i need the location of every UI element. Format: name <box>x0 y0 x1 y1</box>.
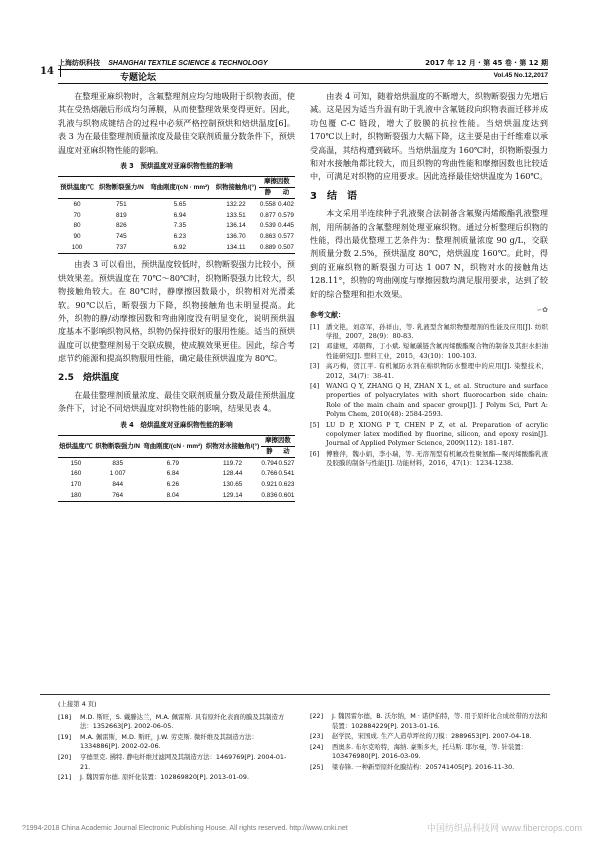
table-cell: 751 <box>115 200 127 208</box>
journal-title <box>58 58 268 68</box>
reference-number: [23] <box>310 732 324 741</box>
reference-number: [3] <box>310 362 320 371</box>
reference-number: [4] <box>310 381 320 390</box>
journal-title-en: SHANGHAI TEXTILE SCIENCE & TECHNOLOGY <box>108 60 268 67</box>
section-label: 专题论坛 <box>120 73 157 83</box>
volume-label: Vol.45 No.12,2017 <box>493 72 548 79</box>
table-cell: 5.65 <box>173 200 187 208</box>
body-paragraph: 由表 3 可以看出，预烘温度较低时，织物断裂强力比较小，预烘效果差。预烘温度在 70℃～80℃时，织物断裂强力比较大，织物接触角较大。在 80℃时，静摩擦因数最小，织物相对光滑柔软。90℃以后，断裂强力下降，织物接触角也未明显提高。此外，织物的静/动摩擦因数和弯曲刚度没有明显变化，说明预烘温度基本不影响织物风格，织物仍保持很好的服用性能。适当的预烘温度可以使整理剂易于交联成膜，使成膜效果更佳。因此，综合考虑节约能源和提高织物服用性能，确定最佳预烘温度为 80℃。 <box>58 259 295 364</box>
reference-item <box>58 733 288 752</box>
table-cell: 119.72 <box>223 459 243 467</box>
reference-item <box>310 743 548 762</box>
reference-text: 赵学民，宋国成. 生产人造草坪丝的刀模：2889653[P]. 2007-04-18. <box>332 732 532 741</box>
table-cell: 8.04 <box>141 491 204 502</box>
col-header-temp: 预烘温度/℃ <box>58 177 96 199</box>
table-cell: 0.558 <box>259 200 276 208</box>
table-cell: 130.65 <box>222 481 243 489</box>
table-row <box>58 469 295 480</box>
table-cell: 6.94 <box>173 211 187 219</box>
table-cell: 6.92 <box>147 243 214 254</box>
reference-text: M.A. 佩雷斯，M.D. 斯旺，J.W. 劳克斯. 微纤维及其制造方法：1334886[P]. 2002-02-06. <box>80 732 258 751</box>
table-cell: 80 <box>73 222 81 230</box>
continued-ref-list-left <box>58 713 288 783</box>
table-cell: 0.445 <box>277 222 294 230</box>
table-row <box>58 221 295 232</box>
table-row <box>58 243 295 254</box>
table-cell: 180 <box>58 491 94 502</box>
body-paragraph: 本文采用半连续种子乳液聚合法制备含氟聚丙烯酸酯乳液整理剂，用所制备的含氟整理剂处理亚麻织物。通过分析整理后织物的性能，得出最优整理工艺条件为：整理剂质量浓度 90 g/L，交联剂质量分数 2.5%，预烘温度 80℃，焙烘温度 160℃。此时，得到的亚麻织物的断裂强力可达 1 007 N，织物对水的接触角达 128.11°，织物的弯曲刚度与摩擦因数均满足服用要求，达到了较好的综合整理和拒水效果。 <box>310 208 548 299</box>
table-cell: 160 <box>70 470 82 478</box>
reference-number: [21] <box>58 773 72 782</box>
reference-item <box>310 342 548 361</box>
table-cell: 1 007 <box>109 470 126 478</box>
table-cell: 7.35 <box>173 222 187 230</box>
table-cell: 136.70 <box>226 233 246 241</box>
table-cell: 90 <box>73 233 81 241</box>
table-cell: 764 <box>94 491 142 502</box>
body-paragraph: 由表 4 可知，随着焙烘温度的不断增大，织物断裂强力先增后减。这是因为适当升温有助于乳液中含氟链段向织物表面迁移并成功包覆 C-C 链段，增大了胶膜的抗拉性能。当焙烘温度达到 170℃以上时，织物断裂强力大幅下降，这主要是由于纤维难以承受高温，其结构遭到破坏。当焙烘温度为 160℃时，织物断裂强力和对水接触角都比较大，而且织物的弯曲性能和摩擦因数也比较适中，可满足对织物的应用要求。因此选择最佳焙烘温度为 160℃。 <box>310 91 548 182</box>
right-column <box>310 90 548 470</box>
page-number: 14 <box>40 66 61 77</box>
table-cell: 133.51 <box>226 211 246 219</box>
end-mark-icon: ∽✿ <box>536 306 548 315</box>
reference-list <box>310 323 548 469</box>
reference-number: [19] <box>58 732 72 741</box>
table-cell: 737 <box>96 243 146 254</box>
reference-text: 西奥多. 布尔克哈特，海纳. 豪斯多夫，托马斯. 耶尔曼，等. 针装置：103476980[P]. 2016-03-09. <box>332 742 528 761</box>
reference-number: [22] <box>310 712 324 720</box>
issue-info: 2017 年 12 月 · 第 45 卷 · 第 12 期 <box>425 59 548 67</box>
table-cell: 819 <box>115 211 127 219</box>
page-footer <box>22 825 582 832</box>
watermark: 中国纺织品科技网 www.fibercrops.com <box>426 823 582 833</box>
table-cell: 0.623 <box>278 481 295 489</box>
col-header-dynamic: 动 <box>278 447 295 458</box>
separator-rule <box>40 694 550 695</box>
reference-item <box>310 323 548 342</box>
table-4 <box>58 435 295 502</box>
header-rule-2 <box>58 83 548 84</box>
table-row <box>58 232 295 243</box>
table-cell: 0.863 <box>259 233 276 241</box>
col-header-friction: 摩擦因数 <box>259 177 295 188</box>
table-cell: 170 <box>70 481 82 489</box>
reference-item <box>310 450 548 469</box>
table-cell: 60 <box>73 200 81 208</box>
table-cell: 0.794 <box>261 459 278 467</box>
table-cell: 0.921 <box>261 481 278 489</box>
table-3 <box>58 176 295 254</box>
reference-item <box>58 713 288 732</box>
table-cell: 0.766 <box>261 470 278 478</box>
reference-number: [25] <box>310 762 324 771</box>
reference-item <box>310 421 548 449</box>
reference-number: [6] <box>310 449 320 458</box>
table-cell: 100 <box>58 243 96 254</box>
table-3-caption: 表 3 预烘温度对亚麻织物性能的影响 <box>120 162 233 171</box>
col-header-temp: 焙烘温度/℃ <box>58 436 94 458</box>
body-paragraph: 在整理亚麻织物时，含氟整理剂应均匀地吸附于织物表面，使其在受热熔融后形成均匀薄膜，从而使整理效果变得更好。因此，乳液与织物成键结合的过程中必须严格控制预烘和焙烘温度[6]。表 3 为在最佳整理剂质量浓度及最佳交联剂质量分数条件下，预烘温度对亚麻织物性能的影响。 <box>58 91 295 155</box>
table-cell: 745 <box>115 233 127 241</box>
table-cell: 134.11 <box>213 243 259 254</box>
table-row <box>58 210 295 221</box>
reference-number: [5] <box>310 420 320 429</box>
col-header-bend: 弯曲刚度/(cN · mm²) <box>147 177 214 199</box>
table-cell: 6.84 <box>166 470 180 478</box>
references <box>310 311 548 469</box>
continued-label: (上接第 4 页) <box>58 700 97 708</box>
table-cell: 0.507 <box>277 243 295 254</box>
col-header-angle: 织物对水接触角/(°) <box>204 436 261 458</box>
left-column <box>58 90 295 502</box>
section-heading-2-5: 2.5 焙烘温度 <box>58 372 119 383</box>
reference-number: [24] <box>310 742 324 751</box>
table-cell: 0.601 <box>278 491 295 502</box>
reference-text: WANG Q Y, ZHANG Q H, ZHAN X L, et al. Structure and surface properties of polyacrylates with short fluorocarbon side chain: Role of the main chain and spacer group[J]. J Polym Sci, Part A: Polym Chem, 2010(48): 2584-2593. <box>326 381 548 419</box>
reference-text: J. 魏因雷尔德，B. 沃尔纳，M · 诺伊伯特，等. 用于原纤化合成丝带的方法和装置：102884229[P]. 2013-01-16. <box>332 712 548 730</box>
reference-number: [18] <box>58 712 72 721</box>
reference-item <box>310 712 548 731</box>
reference-item <box>58 773 288 783</box>
table-cell: 129.14 <box>204 491 261 502</box>
col-header-dynamic: 动 <box>277 188 295 199</box>
section-heading-3: 3 结 语 <box>310 190 357 202</box>
reference-number: [2] <box>310 342 320 351</box>
table-cell: 0.539 <box>259 222 276 230</box>
col-header-static: 静 <box>261 447 278 458</box>
table-cell: 826 <box>115 222 127 230</box>
reference-item <box>310 382 548 420</box>
table-cell: 0.877 <box>259 211 276 219</box>
table-cell: 0.579 <box>277 211 294 219</box>
journal-title-cn: 上海纺织科技 <box>58 59 100 67</box>
reference-text: 亨德里克. 拂特. 静电纤维过滤网及其制造方法：1469769[P]. 2004-01-21. <box>80 752 287 771</box>
table-4-body <box>58 458 295 502</box>
table-cell: 835 <box>112 459 124 467</box>
table-cell: 0.577 <box>277 233 294 241</box>
reference-text: 梁春锋. 一种新型原纤化膜结构：205741405[P]. 2016-11-30. <box>332 762 515 771</box>
table-3-body <box>58 199 295 254</box>
table-cell: 136.14 <box>226 222 246 230</box>
col-header-strength: 织物断裂强力/N <box>94 436 142 458</box>
col-header-bend: 弯曲刚度/(cN · mm²) <box>141 436 204 458</box>
reference-text: J. 魏因雷尔德. 原纤化装置：102869820[P]. 2013-01-09. <box>80 773 249 782</box>
table-cell: 150 <box>70 459 82 467</box>
table-cell: 0.836 <box>261 491 278 502</box>
table-cell: 0.527 <box>278 459 295 467</box>
col-header-static: 静 <box>259 188 277 199</box>
reference-item <box>310 362 548 381</box>
reference-item <box>310 763 548 773</box>
reference-number: [1] <box>310 322 320 331</box>
table-cell: 6.79 <box>166 459 180 467</box>
body-paragraph: 在最佳整理剂质量浓度、最佳交联剂质量分数及最佳预烘温度条件下，讨论不同焙烘温度对织物性能的影响，结果见表 4。 <box>58 390 295 414</box>
table-row <box>58 491 295 502</box>
table-cell: 0.402 <box>277 200 294 208</box>
table-row <box>58 199 295 210</box>
table-cell: 0.541 <box>278 470 295 478</box>
continued-refs-right <box>310 712 548 774</box>
table-cell: 6.26 <box>166 481 180 489</box>
table-cell: 0.889 <box>259 243 277 254</box>
reference-text: 高巧梅，贺江平. 有机氟防水剂在棉织物防水整理中的应用[J]. 染整技术，2012，34(7)：38-41. <box>326 362 548 380</box>
col-header-strength: 织物断裂强力/N <box>96 177 146 199</box>
copyright-notice: ?1994-2018 China Academic Journal Electronic Publishing House. All rights reserved. http://www.cnki.net <box>22 825 348 832</box>
table-cell: 844 <box>112 481 124 489</box>
continued-ref-list-right <box>310 712 548 773</box>
table-cell: 6.23 <box>173 233 187 241</box>
table-row <box>58 458 295 469</box>
reference-text: LU D P, XIONG P T, CHEN P Z, et al. Preparation of acrylic copolymer latex modified by fluorine, silicon, and epoxy resin[J]. Journal of Applied Polymer Science, 2009(112): 181-187. <box>326 420 548 448</box>
reference-number: [20] <box>58 752 72 761</box>
reference-item <box>310 732 548 742</box>
table-row <box>58 480 295 491</box>
table-cell: 132.22 <box>226 200 246 208</box>
reference-item <box>58 753 288 772</box>
continued-refs-left <box>58 700 288 784</box>
col-header-friction: 摩擦因数 <box>261 436 295 447</box>
reference-text: 潘文艳，刘彦军，孙祥山，等. 乳液型含氟织物整理剂的性能及应用[J]. 纺织学报，2007，28(9)：80-83. <box>326 322 548 340</box>
col-header-angle: 织物接触角/(°) <box>213 177 259 199</box>
references-title: 参考文献： <box>310 311 345 320</box>
reference-text: 邓建规，邓朝辉，丁小斌. 短氟碳链含氟丙烯酸酯聚合物的制备及其拒水拒油性能研究[J]. 塑料工业，2015，43(10)：100-103. <box>326 342 548 360</box>
table-4-caption: 表 4 焙烘温度对亚麻织物性能的影响 <box>120 420 233 429</box>
reference-text: M.D. 斯旺，S. 戴滕达兰，M.A. 佩雷斯. 具有原纤化表面的膜及其制造方法：1352663[P]. 2002-06-05. <box>80 712 285 731</box>
reference-text: 傅雅萍，魏小娟，李小瑞，等. 无溶剂型有机氟改性聚氨酯—聚丙烯酸酯乳液及胶膜的制备与性能[J]. 功能材料，2016，47(1)：1234-1238. <box>326 449 548 468</box>
table-cell: 70 <box>73 211 81 219</box>
table-cell: 128.44 <box>222 470 243 478</box>
